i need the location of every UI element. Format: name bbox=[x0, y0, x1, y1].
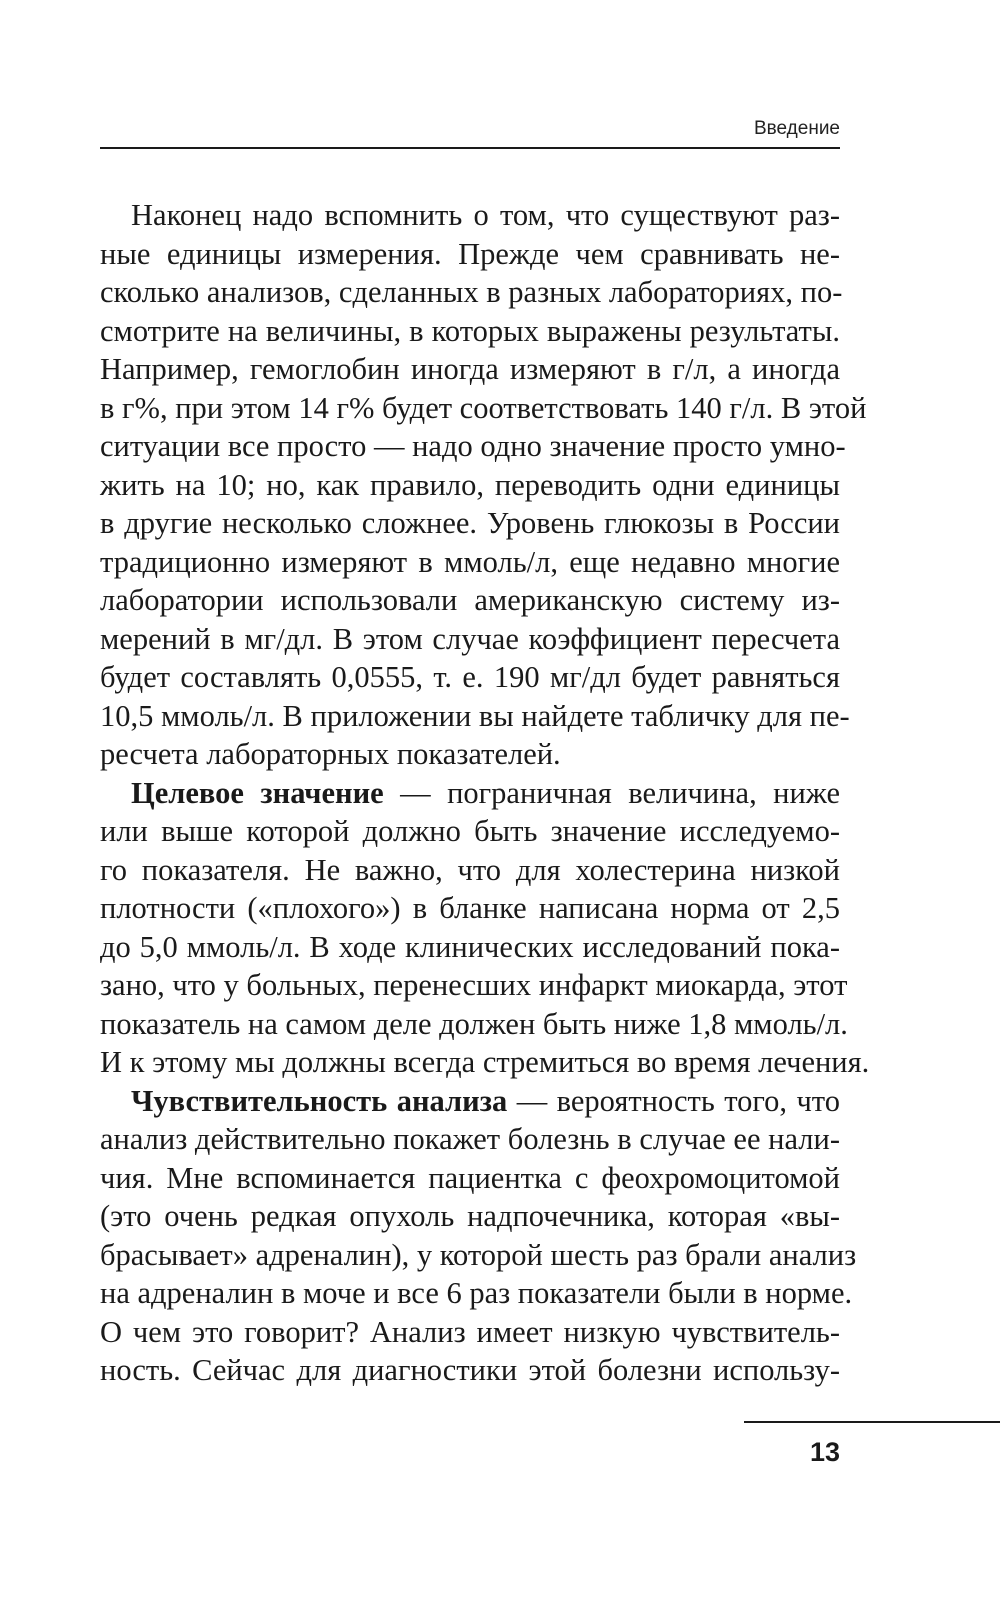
text-line: ные единицы измерения. Прежде чем сравнивать не- bbox=[100, 236, 840, 271]
text-line: на адреналин в моче и все 6 раз показатели были в норме. bbox=[100, 1276, 853, 1310]
text-line: до 5,0 ммоль/л. В ходе клинических исследований пока- bbox=[100, 929, 840, 964]
text-line: показатель на самом деле должен быть ниже 1,8 ммоль/л. bbox=[100, 1006, 848, 1041]
text-line: анализ действительно покажет болезнь в случае ее нали- bbox=[100, 1122, 840, 1156]
text-line: традиционно измеряют в ммоль/л, еще недавно многие bbox=[100, 544, 840, 579]
text-line: ность. Сейчас для диагностики этой болезни использу- bbox=[100, 1353, 840, 1387]
body-text bbox=[100, 196, 870, 1390]
text-line: чия. Мне вспоминается пациентка с феохромоцитомой bbox=[100, 1160, 840, 1195]
term-sensitivity: Чувствительность анализа bbox=[131, 1083, 508, 1118]
text-line: плотности («плохого») в бланке написана норма от 2,5 bbox=[100, 891, 840, 925]
text-line: лаборатории использовали американскую систему из- bbox=[100, 583, 840, 617]
text-line: в другие несколько сложнее. Уровень глюкозы в России bbox=[100, 506, 840, 540]
text-line: И к этому мы должны всегда стремиться во время лечения. bbox=[100, 1045, 870, 1079]
text-line: О чем это говорит? Анализ имеет низкую чувствитель- bbox=[100, 1314, 840, 1349]
text-line: мерений в мг/дл. В этом случае коэффициент пересчета bbox=[100, 621, 840, 656]
text-line: будет составлять 0,0555, т. е. 190 мг/дл будет равняться bbox=[100, 660, 840, 694]
paragraph-sensitivity bbox=[100, 1082, 857, 1390]
text-line: смотрите на величины, в которых выражены результаты. bbox=[100, 313, 840, 348]
text-line: ситуации все просто — надо одно значение просто умно- bbox=[100, 429, 846, 463]
footer-rule bbox=[744, 1421, 1000, 1423]
text-line: ресчета лабораторных показателей. bbox=[100, 737, 561, 771]
running-head: Введение bbox=[753, 118, 840, 139]
text-line: Наконец надо вспомнить о том, что существуют раз- bbox=[131, 198, 840, 232]
text-line: в г%, при этом 14 г% будет соответствовать 140 г/л. В этой bbox=[100, 390, 867, 425]
text-line: жить на 10; но, как правило, переводить одни единицы bbox=[100, 467, 840, 502]
text-line: зано, что у больных, перенесших инфаркт миокарда, этот bbox=[100, 968, 848, 1002]
text-line: 10,5 ммоль/л. В приложении вы найдете табличку для пе- bbox=[100, 698, 850, 733]
header-rule bbox=[100, 147, 840, 149]
text-line: го показателя. Не важно, что для холестерина низкой bbox=[100, 852, 840, 887]
text-line: брасывает» адреналин), у которой шесть раз брали анализ bbox=[100, 1237, 857, 1272]
definition-line bbox=[100, 1082, 840, 1121]
paragraph-target-value bbox=[100, 774, 870, 1082]
term-target-value: Целевое значение bbox=[131, 775, 384, 810]
text-line: или выше которой должно быть значение исследуемо- bbox=[100, 814, 840, 848]
definition-text: — вероятность того, что bbox=[507, 1083, 840, 1118]
paragraph-units bbox=[100, 196, 867, 774]
page-number: 13 bbox=[809, 1437, 840, 1467]
text-line: Например, гемоглобин иногда измеряют в г/л, а иногда bbox=[100, 352, 840, 386]
text-line: (это очень редкая опухоль надпочечника, которая «вы- bbox=[100, 1199, 840, 1233]
text-line: сколько анализов, сделанных в разных лабораториях, по- bbox=[100, 275, 843, 309]
definition-text: — пограничная величина, ниже bbox=[383, 775, 840, 810]
definition-line bbox=[100, 774, 840, 813]
